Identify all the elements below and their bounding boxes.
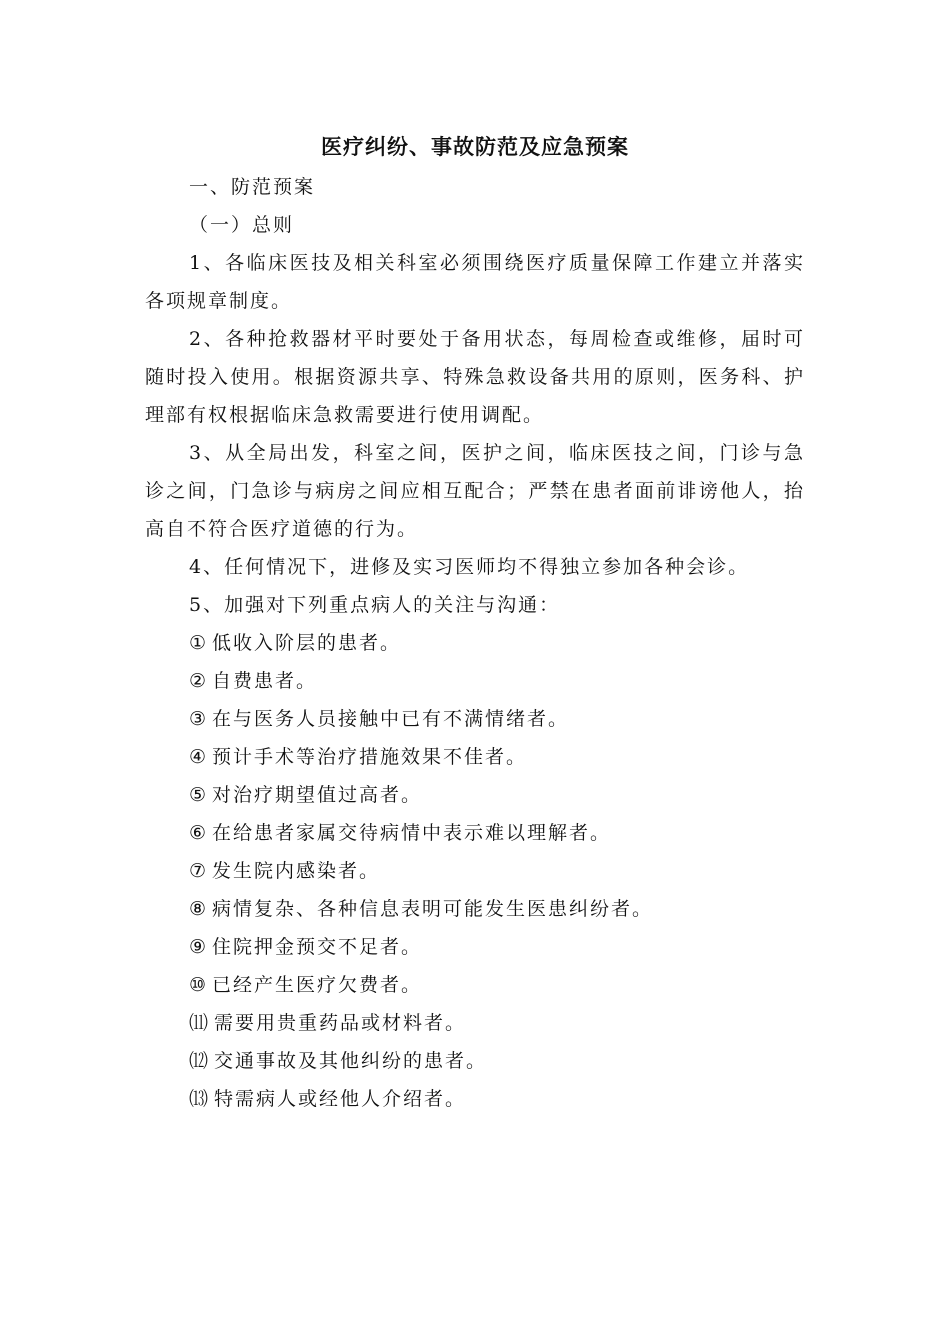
paragraph-5: 5、加强对下列重点病人的关注与沟通： [189,594,561,616]
list-item-number: ④ [189,746,209,768]
list-item [145,966,805,1004]
key-patient-list [145,624,805,1118]
list-item-number: ⑦ [189,860,209,882]
paragraph-2: 2、各种抢救器材平时要处于备用状态，每周检查或维修，届时可随时投入使用。根据资源共享、特殊急救设备共用的原则，医务科、护理部有权根据临床急救需要进行使用调配。 [145,328,805,426]
list-item-text: 交通事故及其他纠纷的患者。 [214,1050,488,1072]
list-item-number: ⑤ [189,784,209,806]
list-item-number: ⑥ [189,822,209,844]
document-body [145,128,805,1118]
subsection-heading: （一）总则 [189,214,295,236]
list-item [145,700,805,738]
list-item [145,776,805,814]
list-item-text: 预计手术等治疗措施效果不佳者。 [212,746,528,768]
paragraph-3: 3、从全局出发，科室之间，医护之间，临床医技之间，门诊与急诊之间，门急诊与病房之间应相互配合；严禁在患者面前诽谤他人，抬高自不符合医疗道德的行为。 [145,442,805,540]
list-item-number: ⑿ [189,1050,211,1072]
list-item-text: 低收入阶层的患者。 [212,632,402,654]
list-item-text: 自费患者。 [212,670,318,692]
section-heading: 一、防范预案 [189,176,316,198]
paragraph-1: 1、各临床医技及相关科室必须围绕医疗质量保障工作建立并落实各项规章制度。 [145,252,805,312]
list-item-text: 住院押金预交不足者。 [212,936,423,958]
list-item-number: ⑩ [189,974,209,996]
list-item [145,662,805,700]
list-item-number: ③ [189,708,209,730]
list-item-text: 对治疗期望值过高者。 [212,784,423,806]
list-item [145,890,805,928]
list-item [145,624,805,662]
list-item [145,738,805,776]
list-item-text: 病情复杂、各种信息表明可能发生医患纠纷者。 [212,898,654,920]
list-item-number: ⑨ [189,936,209,958]
list-item-text: 特需病人或经他人介绍者。 [214,1088,467,1110]
list-item-number: ① [189,632,209,654]
list-item-text: 需要用贵重药品或材料者。 [214,1012,467,1034]
list-item-number: ⒀ [189,1088,211,1110]
list-item [145,852,805,890]
list-item [145,1042,805,1080]
list-item [145,1004,805,1042]
list-item-text: 已经产生医疗欠费者。 [212,974,423,996]
list-item [145,928,805,966]
list-item-number: ⑧ [189,898,209,920]
paragraph-4: 4、任何情况下，进修及实习医师均不得独立参加各种会诊。 [189,556,750,578]
list-item-text: 在给患者家属交待病情中表示难以理解者。 [212,822,612,844]
list-item-text: 发生院内感染者。 [212,860,381,882]
list-item [145,814,805,852]
list-item-number: ② [189,670,209,692]
list-item [145,1080,805,1118]
document-title: 医疗纠纷、事故防范及应急预案 [321,134,629,159]
list-item-number: ⑾ [189,1012,211,1034]
list-item-text: 在与医务人员接触中已有不满情绪者。 [212,708,570,730]
